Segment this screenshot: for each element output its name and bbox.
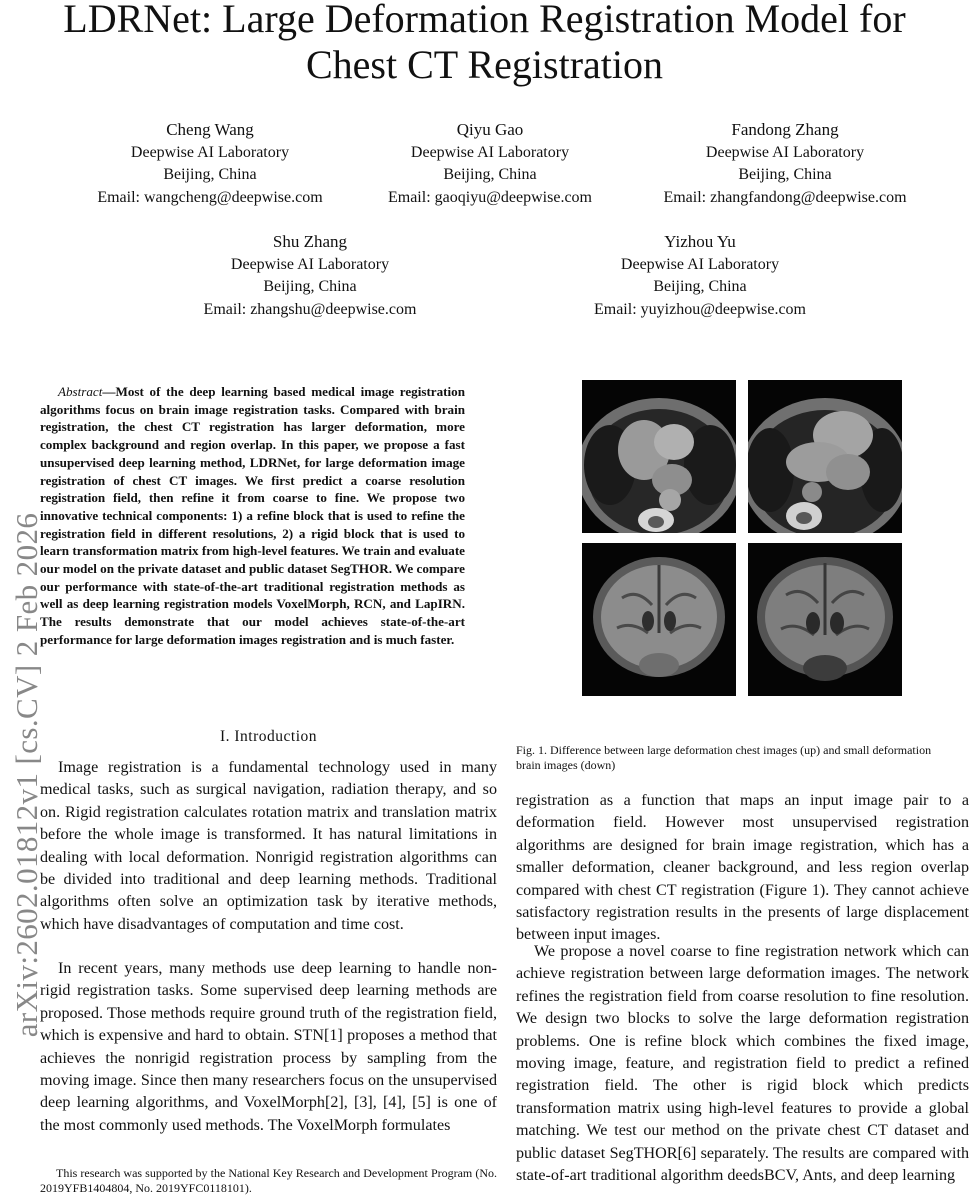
abstract: [40, 383, 465, 649]
author-email: Email: wangcheng@deepwise.com: [97, 188, 323, 206]
author-affiliation: Deepwise AI Laboratory: [230, 255, 390, 273]
intro-paragraph: Image registration is a fundamental technology used in many medical tasks, such as surgical navigation, radiation therapy, and so on. Rigid registration calculates rotation matrix and translation matrix before the whole image is transformed. It has natural limitations in dealing with local deformation. Nonrigid registration algorithms can be divided into traditional and deep learning methods. Traditional algorithms often solve an optimization task by iterative methods, which have disadvantages of computation and time cost.: [40, 759, 497, 933]
figure-brain-moving: [748, 543, 902, 696]
author-block: [355, 119, 625, 209]
figure-brain-fixed: [582, 543, 736, 696]
abstract-label: Abstract: [58, 384, 103, 399]
author-name: Fandong Zhang: [731, 120, 839, 139]
author-email: Email: zhangfandong@deepwise.com: [663, 188, 907, 206]
author-block: [70, 119, 350, 209]
author-block: [175, 231, 445, 321]
author-affiliation: Deepwise AI Laboratory: [705, 143, 865, 161]
author-affiliation: Deepwise AI Laboratory: [620, 255, 780, 273]
author-email: Email: zhangshu@deepwise.com: [203, 300, 417, 318]
author-location: Beijing, China: [263, 278, 357, 295]
footnote: This research was supported by the National Key Research and Development Program (No. 2019YFB1404804, No. 2019YFC0118101).: [40, 1166, 497, 1195]
author-location: Beijing, China: [653, 278, 747, 295]
body-paragraph: We propose a novel coarse to fine registration network which can achieve registration between large deformation images. The network refines the registration field from coarse resolution to fine resolution. We design two blocks to solve the large deformation registration problems. One is refine block which combines the fixed image, moving image, feature, and registration field to predict a refined registration field. The other is rigid block which predicts transformation matrix using high-level features to provide a global matching. We test our method on the private chest CT dataset and public dataset SegTHOR[6] separately. The results are compared with state-of-art traditional algorithm deedsBCV, Ants, and deep learning: [516, 943, 969, 1185]
author-location: Beijing, China: [163, 166, 257, 183]
author-name: Shu Zhang: [272, 232, 348, 251]
figure-caption: Fig. 1. Difference between large deformation chest images (up) and small deformation brain images (down): [516, 743, 932, 772]
paper-title: LDRNet: Large Deformation Registration Model for Chest CT Registration: [63, 0, 906, 87]
figure-chest-ct-fixed: [582, 380, 736, 533]
author-name: Yizhou Yu: [664, 232, 736, 251]
author-block: [565, 231, 835, 321]
body-paragraph: registration as a function that maps an input image pair to a deformation field. However most unsupervised registration algorithms are designed for brain image registration, which has a smaller deformation, cleaner background, and less region overlap compared with chest CT registration (Figure 1). They cannot achieve satisfactory registration results in the presents of large displacement between input images.: [516, 792, 969, 944]
author-location: Beijing, China: [738, 166, 832, 183]
intro-paragraph: In recent years, many methods use deep learning to handle non-rigid registration tasks. Some supervised deep learning methods are proposed. Those methods require ground truth of the registration field, which is expensive and hard to obtain. STN[1] proposes a method that achieves the nonrigid registration process by sampling from the moving image. Since then many researchers focus on the unsupervised deep learning algorithms, and VoxelMorph[2], [3], [4], [5] is one of the most commonly used methods. The VoxelMorph formulates: [40, 960, 497, 1134]
author-email: Email: gaoqiyu@deepwise.com: [387, 188, 592, 206]
author-affiliation: Deepwise AI Laboratory: [130, 143, 290, 161]
author-affiliation: Deepwise AI Laboratory: [410, 143, 570, 161]
author-location: Beijing, China: [443, 166, 537, 183]
section-heading: I. Introduction: [219, 728, 318, 745]
author-block: [630, 119, 940, 209]
figure-chest-ct-moving: [748, 380, 902, 533]
author-name: Qiyu Gao: [456, 120, 524, 139]
abstract-text: —Most of the deep learning based medical image registration algorithms focus on brain image registration tasks. Compared with brain registration, the chest CT registration has larger deformation, more complex background and region overlap. In this paper, we propose a fast unsupervised deep learning method, LDRNet, for large deformation image registration of chest CT images. We first predict a coarse resolution registration field, then refine it from coarse to fine. We propose two innovative technical components: 1) a refine block that is used to refine the registration field in different resolutions, 2) a rigid block that is used to learn transformation matrix from high-level features. We train and evaluate our model on the private dataset and public dataset SegTHOR. We compare our performance with state-of-the-art traditional registration methods as well as deep learning registration models VoxelMorph, RCN, and LapIRN. The results demonstrate that our model achieves state-of-the-art performance for large deformation images registration and is much faster.: [40, 384, 465, 647]
arxiv-id: arXiv:2602.01812v1 [cs.CV] 2 Feb 2026: [9, 512, 44, 1038]
author-email: Email: yuyizhou@deepwise.com: [593, 300, 806, 318]
author-name: Cheng Wang: [166, 120, 254, 139]
